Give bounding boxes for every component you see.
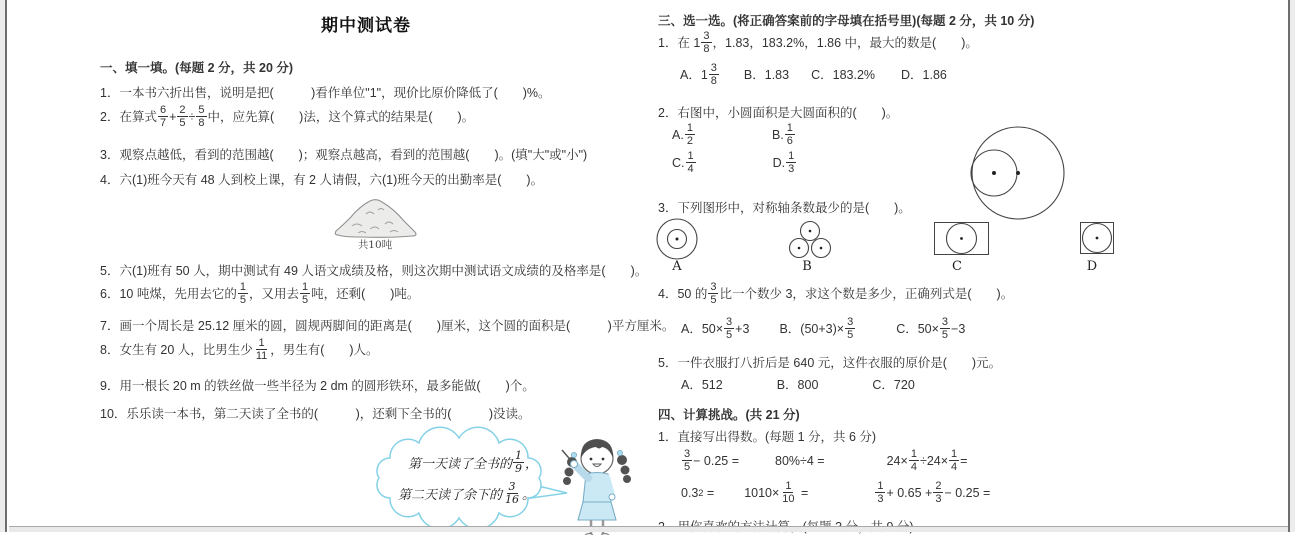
question-8: 8．女生有 20 人，比男生少 1 11 ，男生有( )人。 [100,337,379,362]
coal-mound-figure [330,196,420,240]
figure-label-b: B [787,259,827,274]
question-9: 9．用一根长 20 m 的铁丝做一些半径为 2 dm 的圆形铁环，最多能做( )个。 [100,378,535,394]
fraction: 1 11 [254,337,269,362]
fraction: 3 5 [682,448,692,473]
s4-question-1: 1．直接写出得数。(每题 1 分，共 6 分) [658,429,876,445]
s3-q5-options: A．512 B．800 C．720 [681,377,915,393]
fraction: 1 3 [875,480,885,505]
question-7: 7．画一个周长是 25.12 厘米的圆，圆规两脚间的距离是( )厘米，这个圆的面积是( )平方厘米。 [100,318,674,334]
fraction: 3 8 [701,30,711,55]
fraction: $\frac{3}{5}$ [845,316,855,341]
fraction: 1 2 [685,122,695,147]
question-2: 2．在算式 6 7 + $\frac{2}{5}$ ÷ $\frac{5}{8}$ 中，应先算( )法，这个算式的结果是( )。 [100,104,474,129]
fraction: $\frac{5}{8}$ [196,104,206,129]
section4-heading: 四、计算挑战。(共 21 分) [658,407,800,423]
s3-question-1: 1．在 1 3 8 ，1.83，183.2%，1.86 中，最大的数是( )。 [658,30,978,55]
fraction: $\frac{1}{10}$ [780,480,796,505]
fraction: $\frac{2}{5}$ [177,104,187,129]
figure-d-square-circle [1080,222,1114,254]
fraction: $\frac{3}{5}$ [724,316,734,341]
fraction: $\frac{1}{4}$ [909,448,919,473]
question-3: 3．观察点越低，看到的范围越( )；观察点越高，看到的范围越( )。(填"大"或"小") [100,147,587,163]
girl-illustration [552,428,644,532]
fraction: $\frac{3}{5}$ [940,316,950,341]
s3-q1-options: A．1 3 8 B．1.83 C．183.2% D．1.86 [680,62,947,87]
fraction: 1 3 [786,150,796,175]
fraction: 3 16 [503,481,521,506]
s3-question-3: 3．下列图形中，对称轴条数最少的是( )。 [658,200,911,216]
figure-label-d: D [1072,259,1112,274]
tangent-circles-figure [955,112,1070,227]
viewer-left-margin [0,0,7,532]
fraction: 6 7 [158,104,168,129]
s3-q2-options-row2: C. 1 4 D. 1 3 [672,150,797,175]
fraction: 3 5 [708,281,718,306]
page-title: 期中测试卷 [92,11,640,36]
fraction: $\frac{2}{3}$ [933,480,943,505]
s3-question-4: 4．50 的 3 5 比一个数少 3，求这个数是多少，正确列式是( )。 [658,281,1013,306]
s3-q4-options: A．50× $\frac{3}{5}$ +3 B．(50+3)× $\frac{3}{5}$ C．50× $\frac{3}{5}$ −3 [681,316,965,341]
question-1: 1．一本书六折出售，说明是把( )看作单位"1"，现价比原价降低了( )%。 [100,85,551,101]
mound-caption: 共10吨 [330,237,420,252]
bubble-text-line: 第二天读了余下的 3 16 。 [398,481,535,506]
section1-heading: 一、填一填。(每题 2 分，共 20 分) [100,60,293,76]
figure-c-rect-circle [934,222,989,255]
fraction: 1 9 [513,450,524,475]
viewer-right-margin [1288,0,1295,532]
fraction: $\frac{1}{4}$ [949,448,959,473]
s3-q2-options-row1: A. 1 2 B. 1 6 [672,122,796,147]
s3-question-2: 2．右图中，小圆面积是大圆面积的( )。 [658,105,898,121]
fraction: 1 6 [785,122,795,147]
figure-a-concentric-circles [656,218,699,261]
question-6: 6．10 吨煤，先用去它的 1 5 ，又用去 1 5 吨，还剩( )吨。 [100,281,419,306]
s4-calc-row2: 0.3 2 = 1010× $\frac{1}{10}$ = 1 3 + 0.65 + $\frac{2}{3}$ − 0.25 = [681,480,990,505]
fraction: 3 8 [709,62,719,87]
bubble-text-line: 第一天读了全书的 1 9 ， [408,450,538,475]
question-4: 4．六(1)班今天有 48 人到校上课，有 2 人请假，六(1)班今天的出勤率是( )。 [100,172,543,188]
fraction: 1 5 [300,281,310,306]
figure-b-three-circles [788,220,833,260]
question-5: 5．六(1)班有 50 人，期中测试有 49 人语文成绩及格，则这次期中测试语文成绩的及格率是( )。 [100,263,647,279]
s4-calc-row1: 3 5 − 0.25 = 80%÷4 = 24× $\frac{1}{4}$ ÷24× $\frac{1}{4}$ = [681,448,967,473]
s3-question-5: 5．一件衣服打八折后是 640 元，这件衣服的原价是( )元。 [658,355,1001,371]
section3-heading: 三、选一选。(将正确答案前的字母填在括号里)(每题 2 分，共 10 分) [658,13,1034,29]
figure-label-c: C [937,259,977,274]
fraction: 1 5 [238,281,248,306]
viewer-bottom-margin [9,526,1288,532]
figure-label-a: A [657,259,697,274]
question-10: 10．乐乐读一本书，第二天读了全书的( )，还剩下全书的( )没读。 [100,406,531,422]
fraction: 1 4 [686,150,696,175]
